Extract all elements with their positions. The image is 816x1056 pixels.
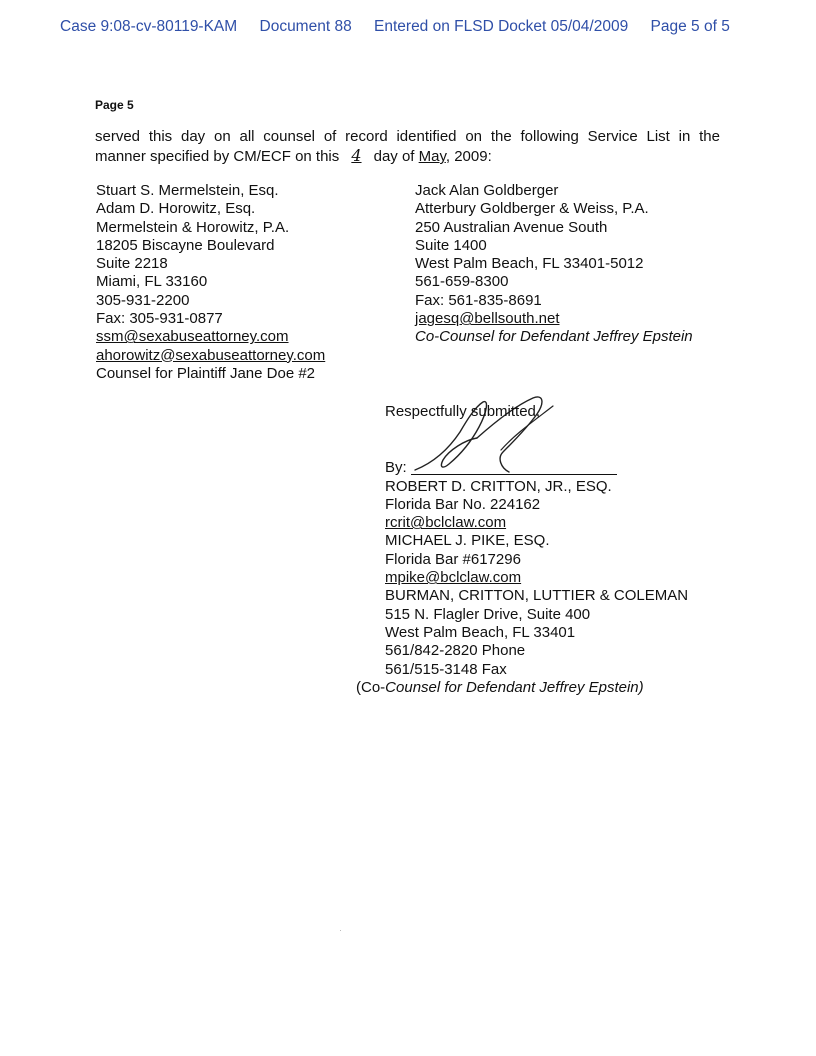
counsel-line: Atterbury Goldberger & Weiss, P.A. bbox=[415, 200, 649, 218]
service-statement bbox=[95, 127, 720, 166]
email-link-mpike[interactable]: mpike@bclclaw.com bbox=[385, 569, 522, 587]
defense-co-counsel-block bbox=[415, 182, 693, 347]
service-statement-line-1: served this day on all counsel of record identified on the following Service List in the bbox=[95, 128, 720, 145]
counsel-line: Stuart S. Mermelstein, Esq. bbox=[96, 182, 279, 199]
docket-header bbox=[60, 18, 766, 36]
counsel-line: Jack Alan Goldberger bbox=[415, 182, 559, 199]
firm-address-line-2: West Palm Beach, FL 33401 bbox=[385, 623, 576, 641]
signature-line bbox=[385, 459, 688, 477]
signature-block bbox=[385, 403, 688, 679]
handwritten-day: 4 bbox=[351, 146, 362, 165]
counsel-line: Fax: 561-835-8691 bbox=[415, 291, 542, 309]
counsel-line: 561-659-8300 bbox=[415, 273, 509, 291]
plaintiff-counsel-block bbox=[96, 182, 325, 383]
firm-fax: 561/515-3148 Fax bbox=[385, 660, 507, 678]
co-counsel-closing: (Co-Counsel for Defendant Jeffrey Epstein) bbox=[356, 679, 644, 696]
service-statement-line-2: manner specified by CM/ECF on this 4 day of May, 2009: bbox=[95, 146, 492, 165]
email-link-jagesq[interactable]: jagesq@bellsouth.net bbox=[415, 310, 560, 328]
counsel-line: Suite 2218 bbox=[96, 255, 168, 273]
by-label: By: bbox=[385, 459, 407, 477]
counsel-line: Mermelstein & Horowitz, P.A. bbox=[96, 218, 290, 236]
counsel-line: Fax: 305-931-0877 bbox=[96, 310, 223, 328]
bar-number-critton: Florida Bar No. 224162 bbox=[385, 495, 541, 513]
signature-rule bbox=[411, 474, 617, 475]
docket-entry-date: Entered on FLSD Docket 05/04/2009 bbox=[374, 18, 629, 35]
email-link-ahorowitz[interactable]: ahorowitz@sexabuseattorney.com bbox=[96, 346, 326, 364]
counsel-line: 18205 Biscayne Boulevard bbox=[96, 236, 275, 254]
page-indicator: Page 5 of 5 bbox=[650, 18, 730, 35]
email-link-rcrit[interactable]: rcrit@bclclaw.com bbox=[385, 514, 507, 532]
document-number: Document 88 bbox=[259, 18, 352, 35]
counsel-line: Adam D. Horowitz, Esq. bbox=[96, 200, 256, 218]
counsel-line: 250 Australian Avenue South bbox=[415, 218, 608, 236]
counsel-line: West Palm Beach, FL 33401-5012 bbox=[415, 255, 644, 273]
scan-speck bbox=[340, 930, 341, 931]
attorney-name-pike: MICHAEL J. PIKE, ESQ. bbox=[385, 532, 550, 550]
respectfully-submitted: Respectfully submitted, bbox=[385, 403, 541, 420]
counsel-role: Counsel for Plaintiff Jane Doe #2 bbox=[96, 364, 316, 382]
counsel-line: Miami, FL 33160 bbox=[96, 273, 208, 291]
page-label: Page 5 bbox=[95, 98, 134, 112]
service-month: May bbox=[418, 148, 446, 165]
counsel-role: Co-Counsel for Defendant Jeffrey Epstein bbox=[415, 328, 693, 346]
attorney-name-critton: ROBERT D. CRITTON, JR., ESQ. bbox=[385, 477, 612, 495]
bar-number-pike: Florida Bar #617296 bbox=[385, 550, 521, 568]
firm-address-line-1: 515 N. Flagler Drive, Suite 400 bbox=[385, 605, 591, 623]
email-link-ssm[interactable]: ssm@sexabuseattorney.com bbox=[96, 328, 289, 346]
firm-phone: 561/842-2820 Phone bbox=[385, 642, 526, 660]
law-firm-name: BURMAN, CRITTON, LUTTIER & COLEMAN bbox=[385, 587, 689, 605]
case-number: Case 9:08-cv-80119-KAM bbox=[60, 18, 238, 35]
counsel-line: 305-931-2200 bbox=[96, 291, 190, 309]
counsel-line: Suite 1400 bbox=[415, 236, 487, 254]
